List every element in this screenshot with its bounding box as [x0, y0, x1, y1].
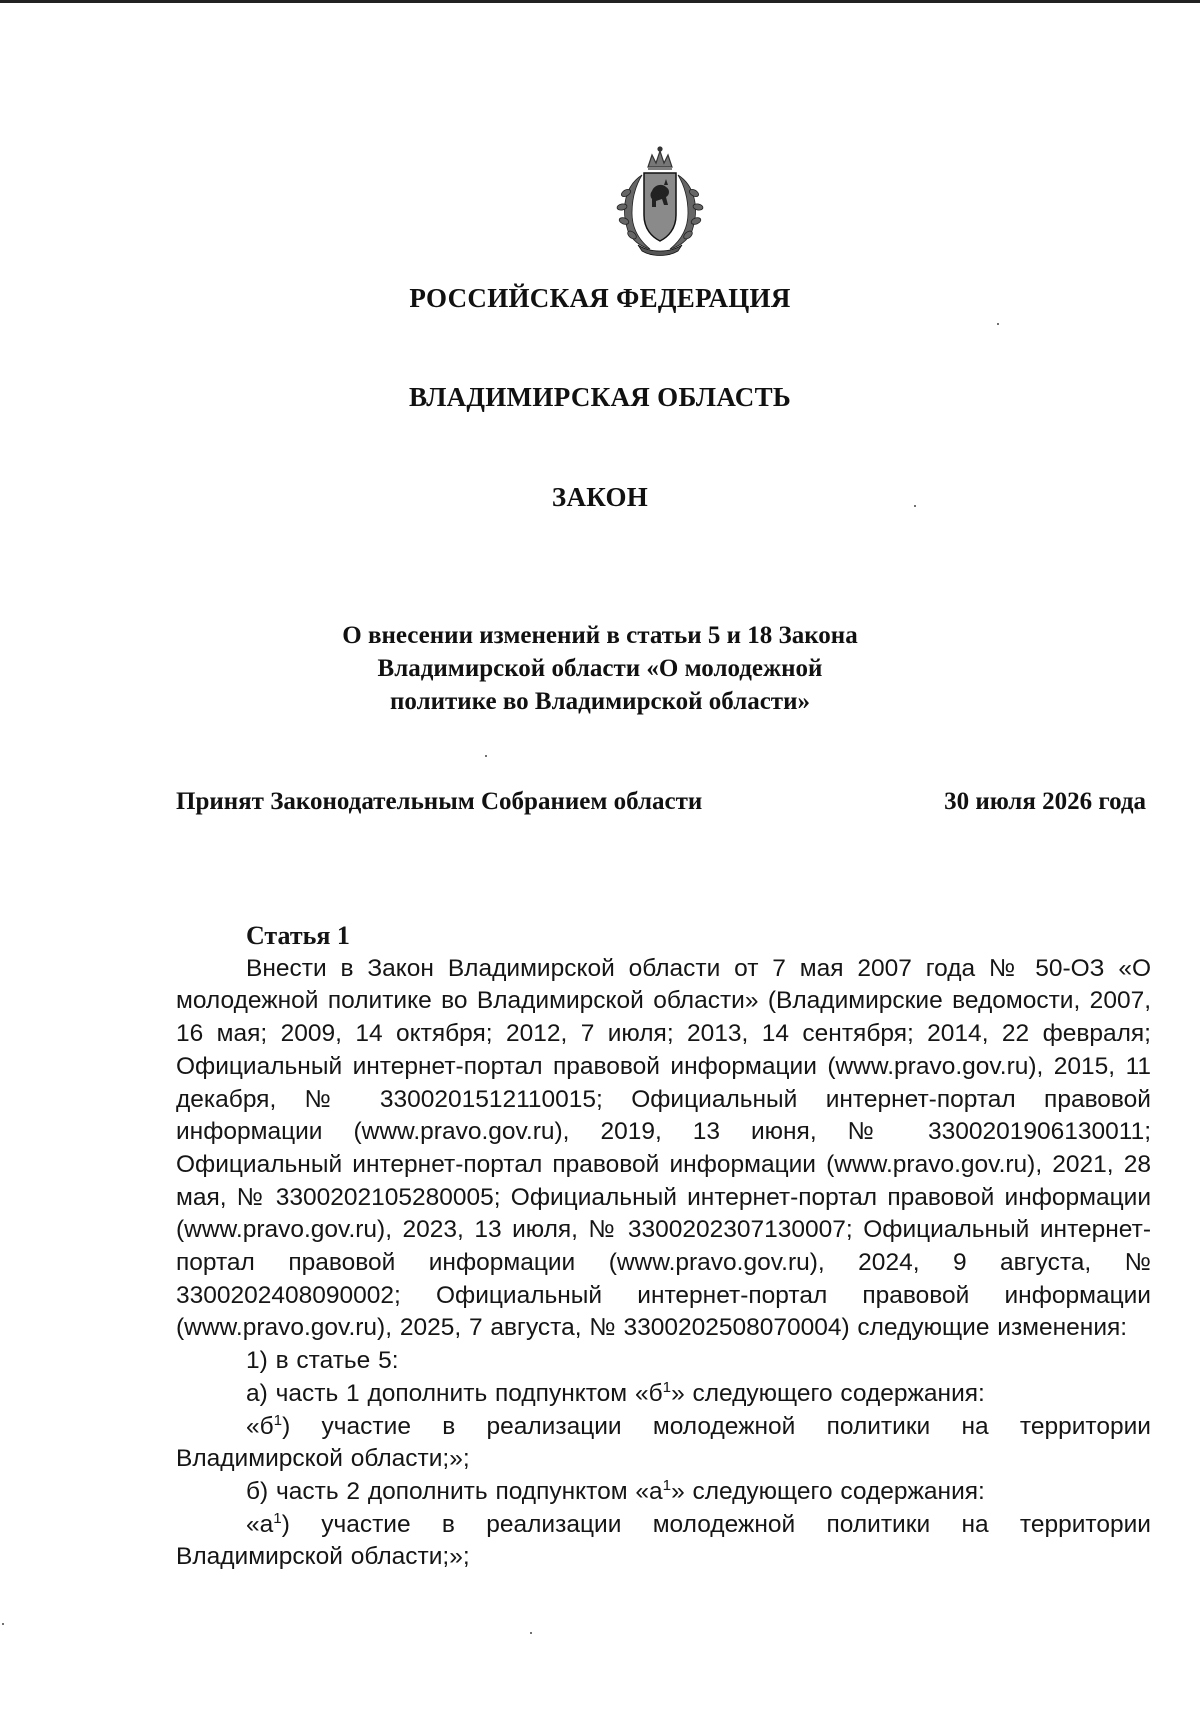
superscript: 1 — [273, 1411, 283, 1429]
subitem-b-tail: » следующего содержания: — [671, 1477, 985, 1505]
subitem-a-text: а) часть 1 дополнить подпунктом «б — [246, 1379, 663, 1407]
top-edge-rule — [0, 0, 1200, 3]
quote-b-text: ) участие в реализации молодежной политики на территории Владимирской области;»; — [176, 1510, 1151, 1571]
law-title-line: политике во Владимирской области» — [390, 688, 810, 715]
adoption-line — [176, 788, 1146, 816]
subitem-b-paragraph — [176, 1476, 1151, 1509]
article-intro-paragraph: Внести в Закон Владимирской области от 7 мая 2007 года № 50-ОЗ «О молодежной политике во Владимирской области» (Владимирские ведомости, 2007, 16 мая; 2009, 14 октября; 2012, 7 июля; 2013, 14 сентября; 2014, 22 февраля; Официальный интернет-портал правовой информации (www.pravo.gov.ru), 2015, 11 декабря, № 3300201512110015; Официальный интернет-портал правовой информации (www.pravo.gov.ru), 2019, 13 июня, № 3300201906130011; Официальный интернет-портал правовой информации (www.pravo.gov.ru), 2021, 28 мая, № 3300202105280005; Официальный интернет-портал правовой информации (www.pravo.gov.ru), 2023, 13 июля, № 3300202307130007; Официальный интернет-портал правовой информации (www.pravo.gov.ru), 2024, 9 августа, № 3300202408090002; Официальный интернет-портал правовой информации (www.pravo.gov.ru), 2025, 7 августа, № 3300202508070004) следующие изменения: — [176, 954, 1151, 1342]
subitem-a-paragraph — [176, 1378, 1151, 1411]
quote-b-open: «а — [246, 1510, 274, 1538]
scan-speck — [2, 1623, 4, 1625]
subitem-b-text: б) часть 2 дополнить подпунктом «а — [246, 1477, 663, 1505]
coat-of-arms-icon — [612, 145, 708, 257]
article-heading: Статья 1 — [246, 921, 350, 950]
scan-speck — [485, 755, 487, 757]
quote-b-paragraph — [176, 1509, 1151, 1574]
scan-speck — [530, 1632, 532, 1634]
subitem-a-tail: » следующего содержания: — [671, 1379, 985, 1407]
law-title — [0, 619, 1200, 718]
quote-a-paragraph — [176, 1411, 1151, 1476]
scan-speck — [997, 323, 999, 325]
country-heading: РОССИЙСКАЯ ФЕДЕРАЦИЯ — [409, 283, 791, 313]
adoption-label: Принят Законодательным Собранием области — [176, 788, 703, 815]
law-title-line: О внесении изменений в статьи 5 и 18 Закона — [342, 622, 858, 649]
article-1 — [176, 920, 1151, 1574]
superscript: 1 — [662, 1476, 672, 1494]
item-1-paragraph: 1) в статье 5: — [246, 1347, 399, 1375]
document-type-heading: ЗАКОН — [551, 482, 649, 512]
adoption-date: 30 июля 2026 года — [944, 788, 1146, 815]
region-heading: ВЛАДИМИРСКАЯ ОБЛАСТЬ — [408, 382, 792, 412]
quote-a-text: ) участие в реализации молодежной политики на территории Владимирской области;»; — [176, 1412, 1151, 1473]
scan-speck — [914, 505, 916, 507]
superscript: 1 — [662, 1378, 672, 1396]
quote-a-open: «б — [246, 1412, 274, 1440]
law-title-line: Владимирской области «О молодежной — [377, 655, 823, 682]
superscript: 1 — [273, 1509, 282, 1527]
